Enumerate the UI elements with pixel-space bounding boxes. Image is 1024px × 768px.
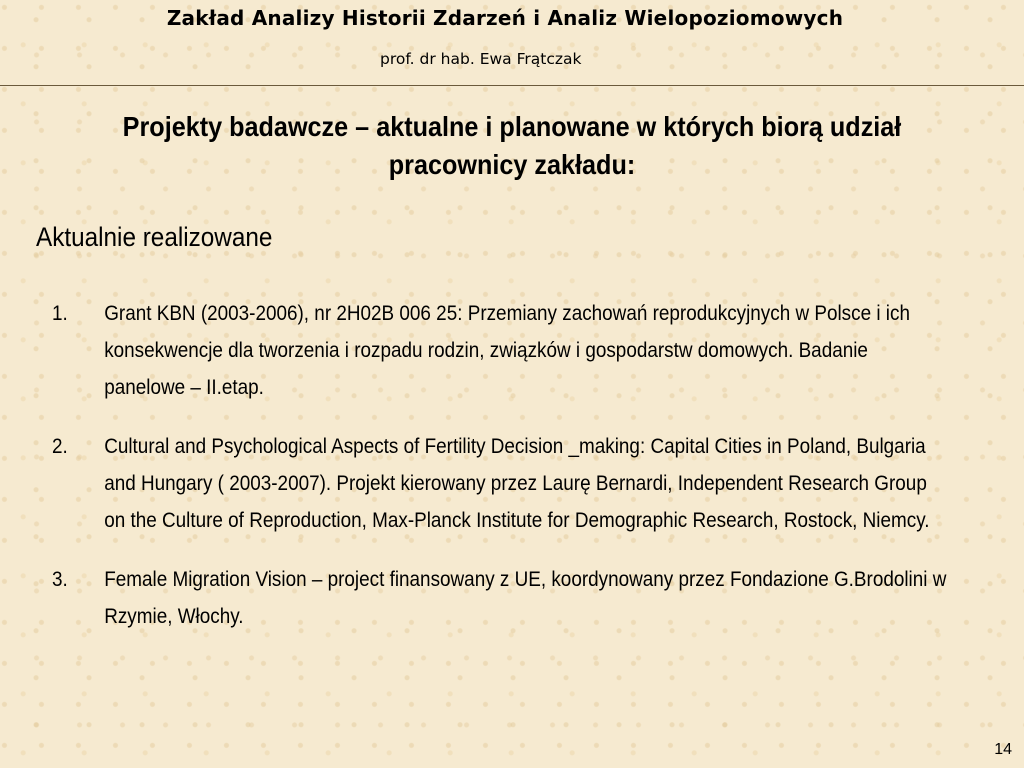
project-text: Female Migration Vision – project finansowany z UE, koordynowany przez Fondazione G.Brodolini w Rzymie, Włochy. — [104, 568, 947, 628]
project-item-3 — [52, 561, 952, 635]
project-item-2 — [52, 428, 952, 539]
header-divider — [0, 85, 1024, 86]
header-title: Zakład Analizy Historii Zdarzeń i Analiz Wielopoziomowych — [166, 6, 844, 30]
project-number: 2. — [52, 435, 68, 458]
project-number: 1. — [52, 302, 68, 325]
project-text: Grant KBN (2003-2006), nr 2H02B 006 25: Przemiany zachowań reprodukcyjnych w Polsce i ich konsekwencje dla tworzenia i rozpadu rodzin, związków i gospodarstw domowych. Badanie panelowe – II.etap. — [104, 302, 910, 399]
project-text: Cultural and Psychological Aspects of Fertility Decision _making: Capital Cities in Poland, Bulgaria and Hungary ( 2003-2007). Projekt kierowany przez Laurę Bernardi, Independent Research Group on the Culture of Reproduction, Max-Planck Institute for Demographic Research, Rostock, Niemcy. — [104, 435, 930, 532]
section-heading: Aktualnie realizowane — [36, 222, 273, 252]
project-number: 3. — [52, 568, 68, 591]
page-number: 14 — [994, 741, 1012, 758]
project-item-1 — [52, 295, 952, 406]
slide-title: Projekty badawcze – aktualne i planowane w których biorą udział pracownicy zakładu: — [122, 111, 902, 180]
header-subtitle: prof. dr hab. Ewa Frątczak — [380, 50, 582, 68]
project-list — [52, 295, 952, 657]
